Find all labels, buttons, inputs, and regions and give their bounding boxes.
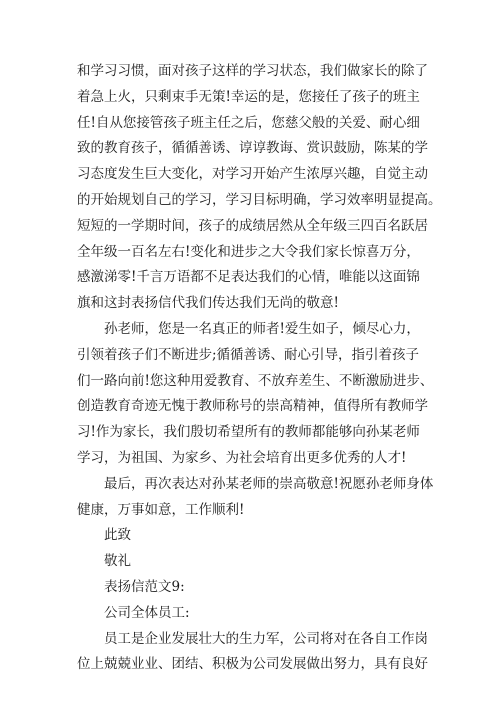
text-line: 的开始规划自己的学习，学习目标明确，学习效率明显提高。	[77, 191, 442, 208]
text-line: 致的教育孩子，循循善诱、谆谆教诲、赏识鼓励，陈某的学	[77, 140, 428, 157]
text-line: 旗和这封表扬信代我们传达我们无尚的敬意!	[77, 295, 339, 312]
text-line: 着急上火，只剩束手无策!幸运的是，您接任了孩子的班主	[77, 88, 420, 105]
text-line: 习态度发生巨大变化，对学习开始产生浓厚兴趣，自觉主动	[77, 166, 428, 183]
text-line: 学习，为祖国、为家乡、为社会培育出更多优秀的人才!	[77, 449, 407, 466]
section-heading: 表扬信范文9:	[104, 578, 185, 595]
closing-line: 此致	[104, 527, 131, 544]
text-line: 位上兢兢业业、团结、积极为公司发展做出努力，具有良好	[77, 656, 428, 673]
text-line: 引领着孩子们不断进步;循循善诱、耐心引导，指引着孩子	[77, 346, 420, 363]
text-line: 和学习习惯，面对孩子这样的学习状态，我们做家长的除了	[77, 63, 428, 79]
text-line: 短短的一学期时间，孩子的成绩居然从全年级三四百名跃居	[77, 217, 428, 234]
text-line: 全年级一百名左右!变化和进步之大令我们家长惊喜万分，	[77, 243, 420, 260]
text-line: 们一路向前!您这种用爱教育、不放弃差生、不断激励进步、	[77, 372, 434, 389]
text-line: 习!作为家长，我们殷切希望所有的教师都能够向孙某老师	[77, 424, 420, 441]
paragraph-start-line: 员工是企业发展壮大的生力军，公司将对在各自工作岗	[104, 630, 428, 647]
paragraph-start-line: 最后，再次表达对孙某老师的崇高敬意!祝愿孙老师身体	[104, 475, 434, 492]
text-line: 感激涕零!千言万语都不足表达我们的心情，唯能以这面锦	[77, 269, 420, 286]
text-line: 任!自从您接管孩子班主任之后，您慈父般的关爱、耐心细	[77, 114, 420, 131]
letter-body	[77, 59, 442, 678]
greeting-line: 公司全体员工:	[104, 604, 190, 621]
text-line: 健康，万事如意，工作顺利!	[77, 501, 245, 518]
text-line: 创造教育奇迹无愧于教师称号的崇高精神，值得所有教师学	[77, 398, 428, 415]
salute-line: 敬礼	[104, 553, 131, 570]
paragraph-start-line: 孙老师，您是一名真正的师者!爱生如子，倾尽心力，	[104, 320, 420, 337]
